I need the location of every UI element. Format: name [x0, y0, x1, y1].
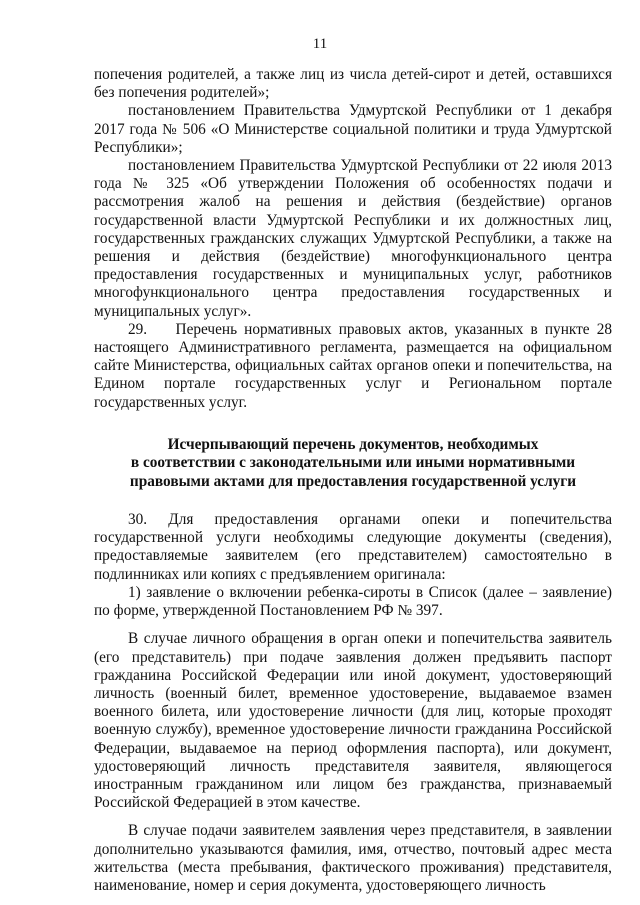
- section-heading-line-1: Исчерпывающий перечень документов, необходимых: [167, 435, 539, 453]
- paragraph-representative-submission: В случае подачи заявителем заявления через представителя, в заявлении дополнительно указываются фамилия, имя, отчество, почтовый адрес места жительства (места пребывания, фактического проживания) представителя, наименование, номер и серия документа, удостоверяющего личность: [94, 822, 612, 894]
- paragraph-item-29: 29. Перечень нормативных правовых актов, указанных в пункте 28 настоящего Административного регламента, размещается на официальном сайте Министерства, официальных сайтах органов опеки и попечительства, на Едином портале государственных услуг и Региональном портале государственных услуг.: [94, 320, 612, 411]
- page-number: 11: [312, 36, 328, 52]
- section-heading-line-3: правовыми актами для предоставления государственной услуги: [129, 472, 577, 490]
- document-body: [94, 66, 612, 895]
- section-heading-line-2: в соответствии с законодательными или иными нормативными: [130, 454, 576, 472]
- section-heading: [94, 436, 612, 491]
- paragraph-item-30: 30. Для предоставления органами опеки и попечительства государственной услуги необходимы следующие документы (сведения), предоставляемые заявителем (его представителем) самостоятельно в подлинниках или копиях с предъявлением оригинала:: [94, 511, 612, 583]
- paragraph-resolution-506: постановлением Правительства Удмуртской Республики от 1 декабря 2017 года № 506 «О Министерстве социальной политики и труда Удмуртской Республики»;: [94, 102, 612, 156]
- paragraph-subitem-1: 1) заявление о включении ребенка-сироты в Список (далее – заявление) по форме, утвержденной Постановлением РФ № 397.: [94, 583, 612, 620]
- paragraph-resolution-325: постановлением Правительства Удмуртской Республики от 22 июля 2013 года № 325 «Об утверждении Положения об особенностях подачи и рассмотрения жалоб на решения и действия (бездействие) органов государственной власти Удмуртской Республики и их должностных лиц, государственных гражданских служащих Удмуртской Республики, а также на решения и действия (бездействие) многофункционального центра предоставления государственных и муниципальных услуг, работников многофункционального центра предоставления государственных и муниципальных услуг».: [94, 157, 612, 320]
- paragraph-parents-care-continuation: попечения родителей, а также лиц из числа детей-сирот и детей, оставшихся без попечения родителей»;: [94, 66, 612, 102]
- paragraph-personal-appeal: В случае личного обращения в орган опеки и попечительства заявитель (его представитель) при подаче заявления должен предъявить паспорт гражданина Российской Федерации или иной документ, удостоверяющий личность (военный билет, временное удостоверение, выдаваемое взамен военного билета, или удостоверение личности (для лиц, которые проходят военную службу), временное удостоверение личности гражданина Российской Федерации, выдаваемое на период оформления паспорта), или документ, удостоверяющий личность представителя заявителя, являющегося иностранным гражданином или лицом без гражданства, признаваемый Российской Федерацией в этом качестве.: [94, 630, 612, 812]
